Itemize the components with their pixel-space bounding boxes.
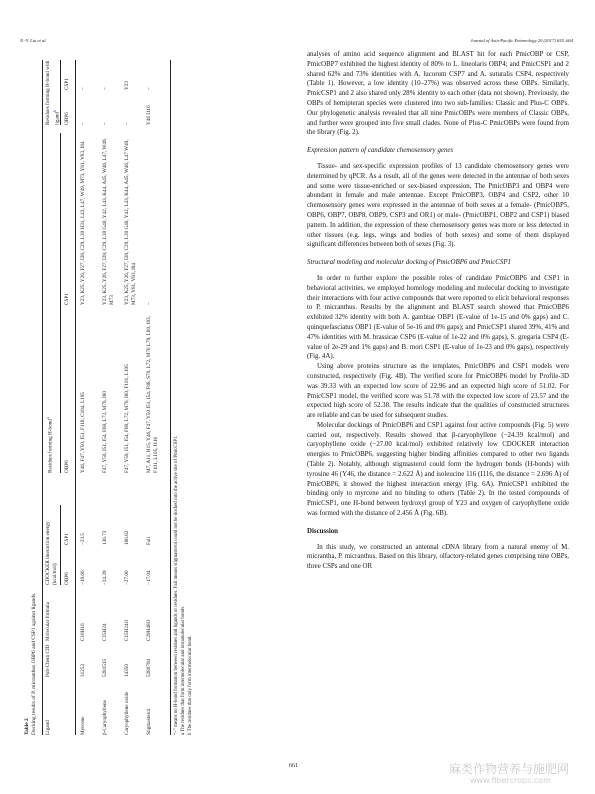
sub-energy-csp1: CSP1 <box>64 533 70 545</box>
table-cell-energy-csp1: 186.82 <box>124 530 130 545</box>
table-cell-ligand: β-Caryophyllene <box>102 700 108 735</box>
header-residues-text: Residues forming H-bond <box>47 419 54 473</box>
sub-res-obp6: OBP6 <box>64 460 70 473</box>
table-cell-energy-obp6: −19.66 <box>80 570 86 585</box>
page-number: 661 <box>289 763 298 769</box>
header-residues-sup: a <box>45 417 50 420</box>
table-cell-energy-obp6: −17.04 <box>146 570 152 585</box>
table-rotated-frame <box>20 50 297 735</box>
table-cell-cid: 5280794 <box>146 658 152 677</box>
body-paragraph: Tissue- and sex-specific expression profiles of 13 candidate chemosensory genes were determined by qPCR. As a result, all of the genes were detected in the antennae of both sexes and some were tissue-enriched or sex-biased expression. The PmicOBP3 and OBP4 were abundant in female and male antennae. Except PmicOBP3, OBP4 and CSP2, other 10 chemosensory genes were expressed in the antennae of both sexes at a female- (PmicOBP5, OBP6, OBP7, OBP8, OBP9, CSP3 and OR1) or male- (PmicOBP1, OBP2 and CSP1) biased pattern. In addition, the expression of these chemosensory genes was more or less detected in other tissues (e.g. legs, wings and bodies of both sexes) and some of them displayed significant differences between both of sexes (Fig. 3). <box>307 162 569 249</box>
table-cell-hb-csp1: – <box>80 87 86 90</box>
body-paragraph: In order to further explore the possible roles of candidate PmicOBP6 and CSP1 in behavioral activities, we employed homology modeling and molecular docking to investigate their interactions with four active compounds that were reported to elicit behavioral responses to P. micranthus. Results by the alignment and BLAST search showed that PmicOBP6 exhibited 32% identity with both A. gambiae OBP1 (E-value of 1e-15 and 0% gaps) and C. quinquefasciatus OBP1 (E-value of 5e-16 and 0% gaps); and PmicCSP1 shared 39%, 41% and 47% identities with M. brassicae CSP6 (E-value of 1e-22 and 0% gaps), S. gregaria CSP4 (E-value of 2e-29 and 1% gaps) and B. mori CSP1 (E-value of 1e-23 and 0% gaps), respectively (Fig. 4A). <box>307 274 569 361</box>
table-cell-cid: 31253 <box>80 664 86 677</box>
table-footnote-2: a The residues that form intermolecular and intramolecular bonds. <box>181 605 186 735</box>
table-footnote-3: b The residues that only form intermolecular bond. <box>188 635 193 735</box>
table-cell-formula: C15H24O <box>124 619 130 641</box>
table-cell-hb-obp6: Y46 I116 <box>146 105 152 125</box>
table-cell-energy-obp6: −27.00 <box>124 570 130 585</box>
header-ligand: Ligand <box>45 720 51 735</box>
table-cell-hb-csp1: Y23 <box>124 81 130 90</box>
table-cell-hb-csp1: – <box>102 87 108 90</box>
table-cell-res-obp6: Y46, F47, Y50, I51, F118, C104, L105 <box>80 392 86 473</box>
table-cell-energy-csp1: Fail <box>146 536 152 545</box>
subheader-rule-energy <box>60 505 61 585</box>
table-cell-energy-csp1: 136.73 <box>102 530 108 545</box>
running-header-authors: N.-Y. Liu et al. <box>20 38 47 43</box>
table-cell-hb-obp6: – <box>102 122 108 125</box>
table-cell-formula: C10H16 <box>80 623 86 641</box>
body-paragraph: Using above proteins structure as the templates, PmicOBP6 and CSP1 models were constructed, respectively (Fig. 4B). The verified score for PmicOBP6 model by Profile-3D was 39.33 with an expected low score of 22.96 and an expected high score of 51.02. For PmicCSP1 model, the verified score was 51.78 with the expected low score of 23.57 and the expected high score of 52.38. The results indicate that the qualities of constructed structures are reliable and can be used for subsequent studies. <box>307 363 569 420</box>
table-cell-formula: C15H24 <box>102 623 108 641</box>
table-2 <box>20 50 297 735</box>
header-residues <box>45 417 55 473</box>
body-paragraph: analyses of amino acid sequence alignment and BLAST hit for each PmicOBP or CSP, PmicOBP7 exhibited the highest identity of 80% to L. lineolaris OBP4; and PmicCSP1 and 2 shared 62% and 73% identities with A. lucorum CSP7 and A. suturalis CSP4, respectively (Table 1). However, a low identity (10–27%) was observed across these OBPs. Similarly, PmicCSP1 and 2 also shared only 28% identity to each other (data not shown). Previously, the OBPs of hemipteran species were clustered into two sub-families: Classic and Plus-C OBPs. Our phylogenetic analysis revealed that all nine PmicOBPs were members of Classic OBPs, and further were grouped into five small clades. None of Plus-C PmicOBPs were found from the library (Fig. 2). <box>307 51 569 137</box>
sub-energy-obp6: OBP6 <box>64 572 70 585</box>
table-cell-ligand: Stigmasterol <box>146 708 152 735</box>
table-caption <box>24 593 39 735</box>
table-cell-res-csp1: Y23, K25, Y26, F27, I28, C29, L30 G40, Y42, L43, K44, A45, W46, L47, W49, M73 <box>102 138 116 305</box>
table-cell-res-obp6: M7, A11, H15, Y46, F47, Y50 I51, I54, F68, S70, L72, M76 L79, L80, I83, F101, L105, I116 <box>146 316 160 473</box>
subheader-rule-residues <box>60 133 61 473</box>
table-cell-res-csp1: – <box>146 302 152 305</box>
body-column <box>307 50 569 572</box>
header-hbond-sup: b <box>52 109 58 113</box>
section-heading-expression: Expression pattern of candidate chemosensory genes <box>307 147 454 155</box>
watermark-url: www.fibercrops.com <box>470 776 551 785</box>
table-cell-hb-obp6: – <box>80 122 86 125</box>
sub-hb-csp1: CSP1 <box>64 78 70 90</box>
table-cell-res-csp1: Y23, K25, Y26, F27, I28, C29, L30 G40, Y42, L43, K44, A45, W46, L47 W49, M73, Y81, V83, I84 <box>124 139 138 305</box>
body-paragraph: Molecular dockings of PmicOBP6 and CSP1 against four active compounds (Fig. 5) were carried out, respectively. Results showed that β-caryophyllene (−24.39 kcal/mol) and caryophyllene oxide (−27.00 kcal/mol) exhibited relatively low CDOCKER interaction energies to PmicOBP6, suggesting higher binding affinities compared to other two ligands (Table 2). Notably, although stigmasterol could form the hydrogen bonds (H-bonds) with tyrosine 46 (Y46, the distance = 2.622 Å) and isoleucine 116 (I116, the distance = 2.696 Å) of PmicOBP6, it showed the highest interaction energy (Fig. 6A). PmicCSP1 exhibited the binding only to myrcene and no binding to others (Table 2). In the tested compounds of PmicCSP1, one H-bond between hydroxyl group of Y23 and oxygen of caryophyllene oxide was formed with the distance of 2.456 Å (Fig. 6B). <box>307 421 569 518</box>
table-cell-cid: 5281515 <box>102 658 108 677</box>
header-formula: Molecular formula <box>45 601 51 641</box>
table-bottom-rule <box>170 60 171 735</box>
watermark-text: 麻类作物营养与施肥网 <box>449 762 570 776</box>
table-cell-formula: C29H48O <box>146 619 152 641</box>
header-cid: Pub-Chem CID <box>45 644 51 677</box>
table-cell-cid: 14350 <box>124 664 130 677</box>
table-cell-res-obp6: F47, Y50, I51, I54, F68, L72, M76, I80 <box>102 391 108 473</box>
section-heading-modeling: Structural modeling and molecular docking of PmicOBP6 and PmicCSP1 <box>307 259 512 267</box>
table-cell-hb-csp1: – <box>146 87 152 90</box>
table-cell-hb-obp6: – <box>124 122 130 125</box>
table-cell-res-csp1: Y23, K25, Y26, F27, I28, C29, L30 H31, L43, L47, W49, M73, Y81, V83, I84 <box>80 141 86 305</box>
section-heading-discussion: Discussion <box>307 527 339 535</box>
table-top-rule <box>42 60 43 735</box>
subheader-rule-hbond <box>60 60 61 125</box>
table-cell-energy-obp6: −24.39 <box>102 570 108 585</box>
sub-hb-obp6: OBP6 <box>64 112 70 125</box>
header-energy: CDOCKER interaction energy (kcal/mol) <box>45 521 59 585</box>
table-footnote-1: “–” means no H-bond formation between residues and ligands or residues. Fail means stigmasterol could not be docked into the active site of PmicCSP1. <box>174 435 179 735</box>
header-hbond-text: Residues forming H-bond with ligand <box>45 60 61 125</box>
table-cell-ligand: Caryophyllene oxide <box>124 691 130 735</box>
table-cell-energy-csp1: −23.5 <box>80 532 86 545</box>
table-caption-text: Docking results of P. micranthus OBP6 and CSP1 against ligands. <box>31 592 38 735</box>
body-paragraph: In this study, we constructed an antennal cDNA library from a natural enemy of M. micrantha, P. micranthus. Based on this library, olfactory-related genes comprising nine OBPs, three CSPs and one OR <box>307 543 569 571</box>
sub-res-csp1: CSP1 <box>64 293 70 305</box>
running-header-journal: Journal of Asia-Pacific Entomology 20 (2017) 655–664 <box>470 38 573 43</box>
table-cell-ligand: Myrcene <box>80 716 86 735</box>
table-header-rule <box>75 60 76 735</box>
table-cell-res-obp6: F47, Y50, I51, I54, F68, L72, M76, I80, F101, L105 <box>124 364 130 473</box>
table-label: Table 2 <box>24 718 30 735</box>
